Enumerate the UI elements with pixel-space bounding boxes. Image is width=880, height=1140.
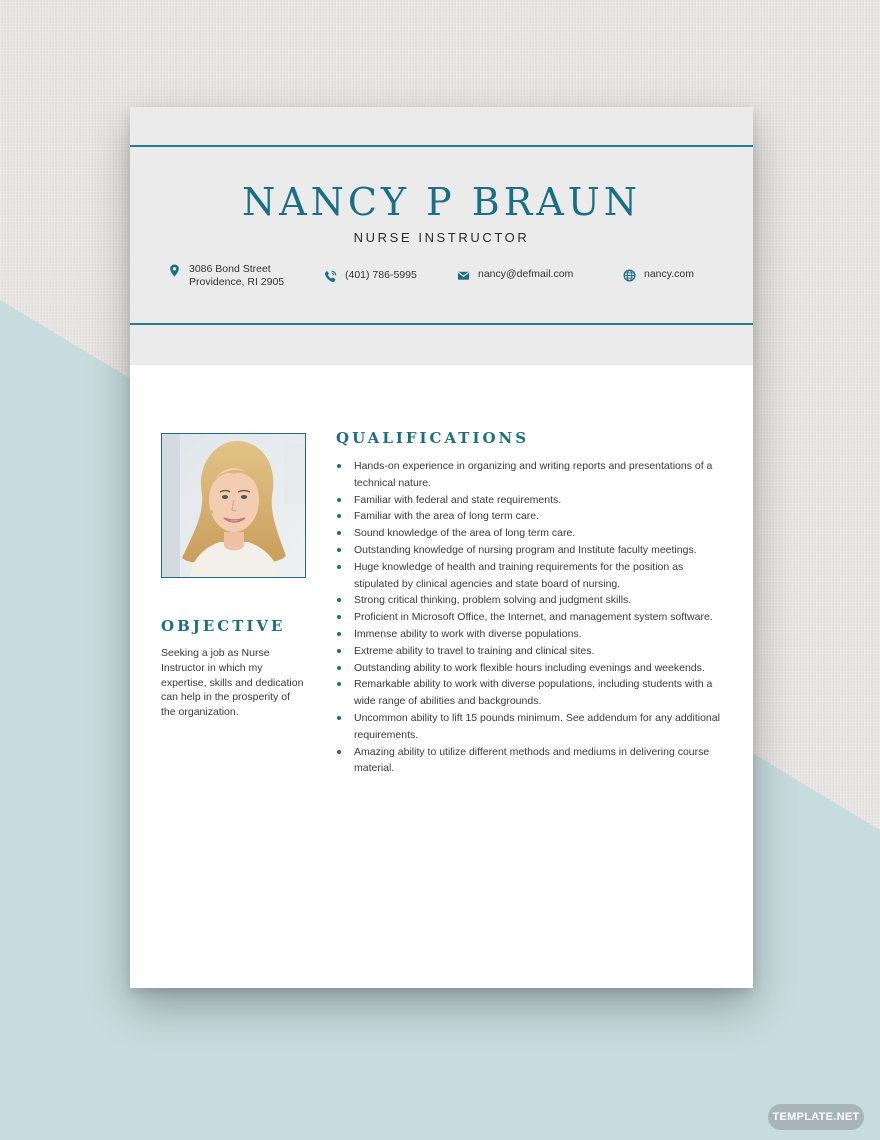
objective-text: Seeking a job as Nurse Instructor in which my expertise, skills and dedication can help in the prosperity of the organization.	[161, 647, 304, 719]
envelope-icon	[457, 269, 470, 282]
qualifications-list	[336, 458, 731, 777]
contact-address	[168, 263, 284, 289]
list-item: Sound knowledge of the area of long term care.	[336, 525, 731, 542]
list-item: Uncommon ability to lift 15 pounds minimum. See addendum for any additional requirements.	[336, 710, 731, 744]
profile-photo	[161, 433, 306, 578]
list-item: Extreme ability to travel to training and clinical sites.	[336, 643, 731, 660]
resume-page	[130, 107, 753, 988]
contact-phone	[324, 269, 417, 283]
list-item: Familiar with the area of long term care.	[336, 508, 731, 525]
resume-header	[130, 107, 753, 365]
globe-icon	[623, 269, 636, 282]
list-item: Familiar with federal and state requirements.	[336, 492, 731, 509]
list-item: Immense ability to work with diverse populations.	[336, 626, 731, 643]
list-item: Proficient in Microsoft Office, the Internet, and management system software.	[336, 609, 731, 626]
list-item: Strong critical thinking, problem solving and judgment skills.	[336, 592, 731, 609]
list-item: Huge knowledge of health and training requirements for the position as stipulated by clinical agencies and state board of nursing.	[336, 559, 731, 593]
qualifications-heading: QUALIFICATIONS	[336, 429, 530, 447]
header-bottom-rule	[130, 323, 753, 325]
portrait-image	[162, 434, 305, 577]
list-item: Remarkable ability to work with diverse populations, including students with a wide range of abilities and backgrounds.	[336, 676, 731, 710]
location-pin-icon	[168, 264, 181, 277]
address-line-2: Providence, RI 2905	[189, 276, 285, 288]
contact-email	[457, 268, 573, 282]
email-address: nancy@defmail.com	[478, 268, 574, 280]
objective-heading: OBJECTIVE	[161, 617, 286, 635]
address-line-1: 3086 Bond Street	[189, 263, 271, 275]
website-url: nancy.com	[644, 268, 694, 280]
header-top-rule	[130, 145, 753, 147]
contact-website	[623, 268, 694, 282]
watermark-badge: TEMPLATE.NET	[768, 1104, 864, 1130]
list-item: Outstanding ability to work flexible hours including evenings and weekends.	[336, 660, 731, 677]
list-item: Amazing ability to utilize different methods and mediums in delivering course material.	[336, 744, 731, 778]
phone-number: (401) 786-5995	[345, 269, 417, 281]
list-item: Outstanding knowledge of nursing program and Institute faculty meetings.	[336, 542, 731, 559]
job-title: NURSE INSTRUCTOR	[353, 230, 530, 245]
candidate-name: NANCY P BRAUN	[241, 180, 642, 224]
list-item: Hands-on experience in organizing and writing reports and presentations of a technical nature.	[336, 458, 731, 492]
phone-icon	[324, 270, 337, 283]
